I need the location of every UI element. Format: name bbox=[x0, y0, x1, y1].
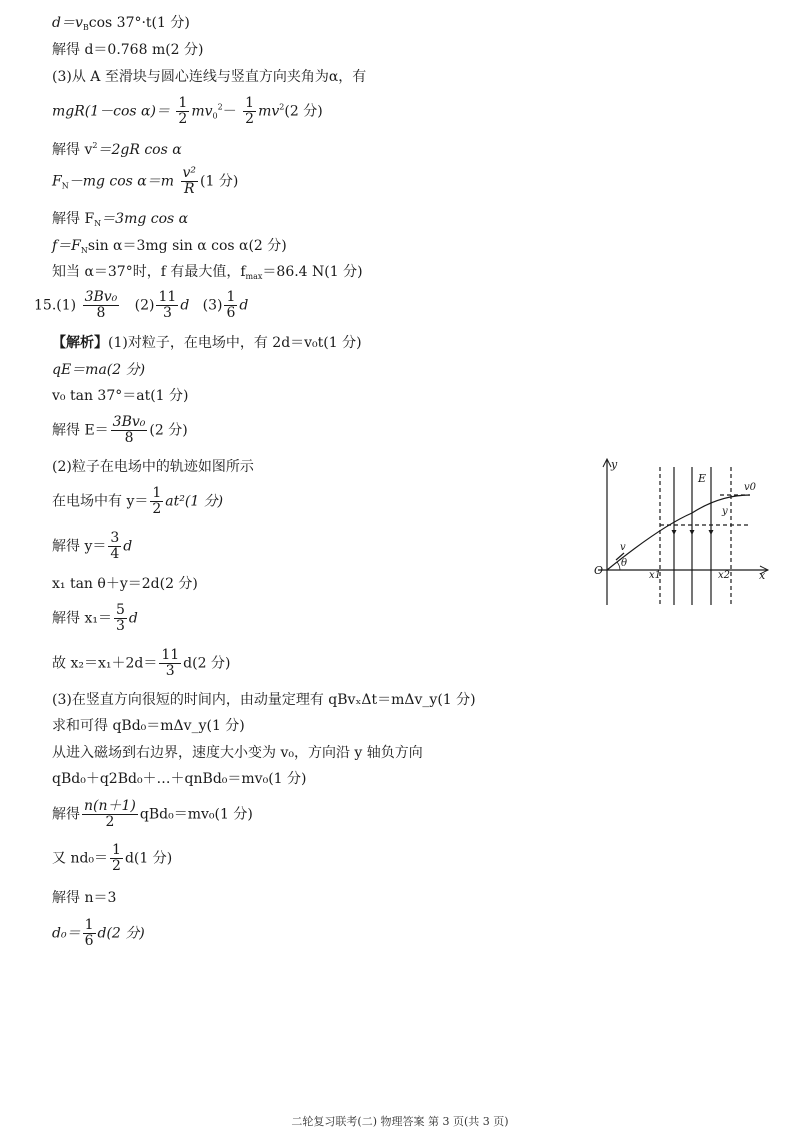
question-15-answers: 15.(1) $\frac{\text{3Bv₀}}{8}$ (2) $\frac{11}{3}$ d (3) $\frac{1}{6}$ d bbox=[34, 289, 249, 321]
line-nd0: 又 nd₀＝ $\frac{1}{2}$ d(1 分) bbox=[52, 842, 173, 874]
field-arrow bbox=[690, 530, 695, 535]
x1-label: x1 bbox=[649, 570, 662, 581]
line-part2-intro: (2)粒子在电场中的轨迹如图所示 bbox=[52, 459, 254, 475]
line-analysis-1: 【解析】(1)对粒子，在电场中，有 2d＝v₀t(1 分) bbox=[52, 335, 362, 351]
line-solve-n: 解得 n＝3 bbox=[52, 890, 117, 906]
line-x1-tan: x₁ tan θ＋y＝2d(2 分) bbox=[52, 576, 198, 592]
line-tan37: v₀ tan 37°＝at(1 分) bbox=[52, 388, 189, 404]
line-solve-y: 解得 y＝ $\frac{3}{4}$ d bbox=[52, 530, 133, 562]
line-d0: d₀＝ $\frac{1}{6}$ d(2 分) bbox=[52, 917, 145, 949]
trajectory-curve bbox=[607, 495, 750, 570]
line-y-equation: 在电场中有 y＝ $\frac{1}{2}$ at²(1 分) bbox=[52, 485, 224, 517]
line-solve-x1: 解得 x₁＝ $\frac{5}{3}$ d bbox=[52, 602, 138, 634]
x2-label: x2 bbox=[718, 570, 731, 581]
field-arrow bbox=[709, 530, 714, 535]
v0-label: v0 bbox=[744, 482, 757, 493]
trajectory-diagram bbox=[590, 455, 775, 615]
line-solve-v2: 解得 $v^2=2gR$ cos α bbox=[52, 141, 182, 158]
line-x2: 故 x₂＝x₁＋2d＝ $\frac{11}{3}$ d(2 分) bbox=[52, 647, 231, 679]
line-solve-d: 解得 d＝0.768 m(2 分) bbox=[52, 42, 204, 58]
fraction-half: $\frac{1}{2}$ bbox=[245, 95, 255, 127]
x-axis-label: x bbox=[759, 569, 766, 582]
line-series: qBd₀＋q2Bd₀＋…＋qnBd₀＝mv₀(1 分) bbox=[52, 771, 307, 787]
theta-label: θ bbox=[621, 558, 628, 569]
line-solve-fn: 解得 $F_N=3mg$ cos α bbox=[52, 211, 189, 228]
y-axis-label: y bbox=[611, 458, 618, 471]
v-label: v bbox=[620, 542, 626, 553]
line-friction: $f=F_N\sin$ α＝3mg sin α cos α(2 分) bbox=[52, 238, 287, 255]
y-label: y bbox=[722, 506, 728, 517]
line-normal-force: $F_N-mg$ cos α＝m $\frac{\text{v²}}{R}$ (1 分) bbox=[52, 165, 239, 197]
line-magnetic-field: 从进入磁场到右边界，速度大小变为 v₀，方向沿 y 轴负方向 bbox=[52, 745, 423, 761]
line-part3-intro: (3)从 A 至滑块与圆心连线与竖直方向夹角为α，有 bbox=[52, 69, 367, 85]
line-solve-e: 解得 E＝ $\frac{\text{3Bv₀}}{8}$ (2 分) bbox=[52, 414, 188, 446]
fraction-half: $\frac{1}{2}$ bbox=[178, 95, 188, 127]
field-arrow bbox=[672, 530, 677, 535]
line-qe-ma: qE＝ma(2 分) bbox=[52, 362, 146, 378]
line-sum: 求和可得 qBd₀＝mΔv_y(1 分) bbox=[52, 718, 245, 734]
page-footer: 二轮复习联考(二) 物理答案 第 3 页(共 3 页) bbox=[291, 1115, 509, 1128]
line-energy-equation: mgR(1－cos α)＝ $\frac{1}{2}$ $mv_0^2-$ $\frac{1}{2}$ $mv^2(2$ 分) bbox=[52, 95, 323, 127]
e-label: E bbox=[698, 472, 707, 485]
line-fmax: 知当 α＝37°时，f 有最大值，$f_{max}=86.4$ N(1 分) bbox=[52, 264, 363, 281]
line-part3-momentum: (3)在竖直方向很短的时间内，由动量定理有 qBvₓΔt＝mΔv_y(1 分) bbox=[52, 692, 476, 708]
line-solve-series: 解得 $\frac{n(n+1)}{2}$ qBd₀＝mv₀(1 分) bbox=[52, 798, 253, 830]
line-d-equation: $d=v_B\cos$ 37°·t(1 分) bbox=[52, 15, 190, 32]
angle-arc bbox=[617, 562, 620, 570]
origin-label: O bbox=[594, 564, 604, 577]
